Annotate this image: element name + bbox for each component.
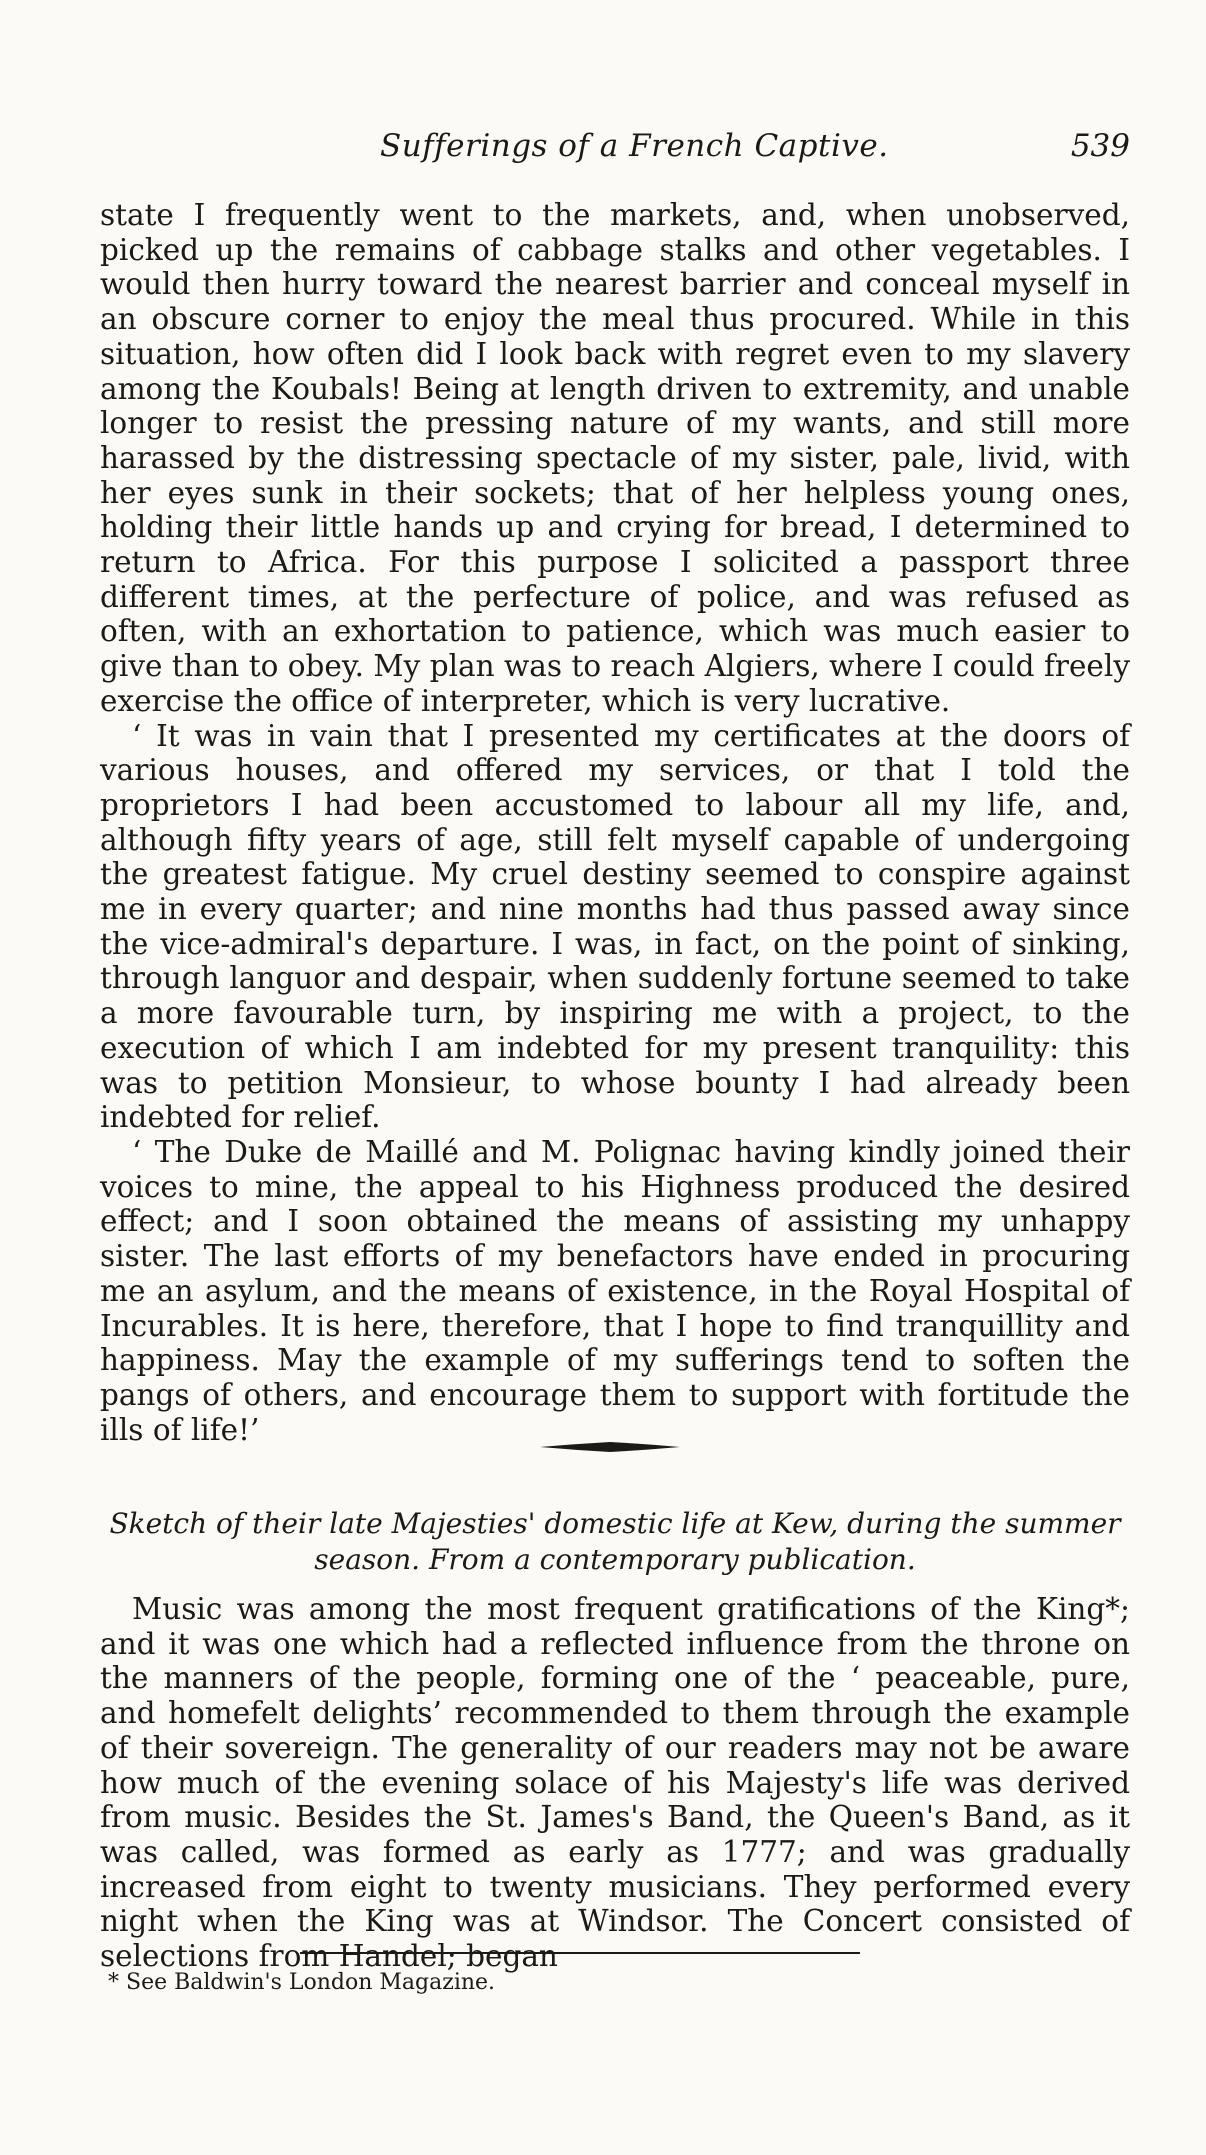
- section-divider-ornament: [540, 1440, 680, 1454]
- footnote: * See Baldwin's London Magazine.: [108, 1970, 496, 1995]
- paragraph: Music was among the most frequent gratifications of the King*; and it was one which had a reflected influence from the throne on the manners of the people, forming one of the ‘ peaceable, pure, and homefelt delights’ recommended to them through the example of their sovereign. The generality of our readers may not be aware how much of the evening solace of his Majesty's life was derived from music. Besides the St. James's Band, the Queen's Band, as it was called, was formed as early as 1777; and was gradually increased from eight to twenty musicians. They performed every night when the King was at Windsor. The Concert consisted of selections from Handel; began: [100, 1592, 1130, 1974]
- article-body: [100, 1592, 1130, 1974]
- footnote-rule: [300, 1952, 860, 1954]
- page-header: [100, 128, 1130, 174]
- paragraph: state I frequently went to the markets, and, when unobserved, picked up the remains of cabbage stalks and other vegetables. I would then hurry toward the nearest barrier and conceal myself in an obscure corner to enjoy the meal thus procured. While in this situation, how often did I look back with regret even to my slavery among the Koubals! Being at length driven to extremity, and unable longer to resist the pressing nature of my wants, and still more harassed by the distressing spectacle of my sister, pale, livid, with her eyes sunk in their sockets; that of her helpless young ones, holding their little hands up and crying for bread, I determined to return to Africa. For this purpose I solicited a passport three different times, at the perfecture of police, and was refused as often, with an exhortation to patience, which was much easier to give than to obey. My plan was to reach Algiers, where I could freely exercise the office of interpreter, which is very lucrative.: [100, 198, 1130, 718]
- page-number: 539: [1070, 128, 1130, 164]
- narrative-section: [100, 198, 1130, 1447]
- article-title: Sketch of their late Majesties' domestic life at Kew, during the summer season. From a contemporary publication.: [109, 1507, 1121, 1576]
- running-title: Sufferings of a French Captive.: [380, 128, 889, 164]
- paragraph: ‘ The Duke de Maillé and M. Polignac having kindly joined their voices to mine, the appeal to his Highness produced the desired effect; and I soon obtained the means of assisting my unhappy sister. The last efforts of my benefactors have ended in procuring me an asylum, and the means of existence, in the Royal Hospital of Incurables. It is here, therefore, that I hope to find tranquillity and happiness. May the example of my sufferings tend to soften the pangs of others, and encourage them to support with fortitude the ills of life!’: [100, 1134, 1130, 1447]
- paragraph: ‘ It was in vain that I presented my certificates at the doors of various houses, and offered my services, or that I told the proprietors I had been accustomed to labour all my life, and, although fifty years of age, still felt myself capable of undergoing the greatest fatigue. My cruel destiny seemed to conspire against me in every quarter; and nine months had thus passed away since the vice-admiral's departure. I was, in fact, on the point of sinking, through languor and despair, when suddenly fortune seemed to take a more favourable turn, by inspiring me with a project, to the execution of which I am indebted for my present tranquility: this was to petition Monsieur, to whose bounty I had already been indebted for relief.: [100, 718, 1130, 1135]
